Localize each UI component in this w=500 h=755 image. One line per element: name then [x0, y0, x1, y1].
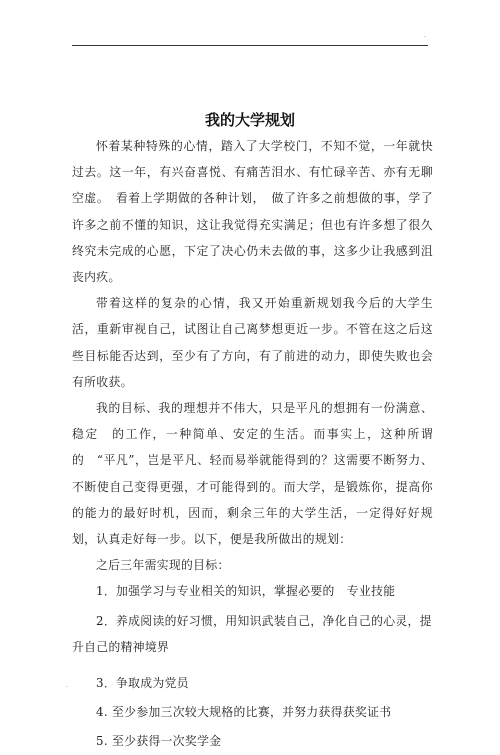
footer-mark: .: [66, 682, 68, 689]
page-title: 我的大学规划: [204, 111, 295, 129]
goal-item-4: 4. 至少参加三次较大规格的比赛，并努力获得获奖证书: [96, 705, 392, 720]
goal-item-2: 2．养成阅读的好习惯，用知识武装自己，净化自己的心灵，提升自己的精神境界: [72, 613, 432, 654]
document-body: [72, 133, 433, 755]
paragraph-goals-heading: 之后三年需实现的目标：: [96, 558, 230, 573]
header-rule: [72, 45, 428, 46]
paragraph-intro: 怀着某种特殊的心情，踏入了大学校门，不知不觉，一年就快过去。这一年，有兴奋喜悦、有痛苦泪水、有忙碌辛苦、亦有无聊空虚。 看着上学期做的各种计划， 做了许多之前想做的事，学了许多之前不懂的知识，这让我觉得充实满足；但也有许多想了很久终究未完成的心愿，下定了决心仍未去做的事，这多少让我感到沮丧内疚。: [72, 139, 433, 285]
paragraph-mindset: 带着这样的复杂的心情，我又开始重新规划我今后的大学生活，重新审视自己，试图让自己离梦想更近一步。不管在这之后这些目标能否达到，至少有了方向，有了前进的动力，即使失败也会有所收获。: [72, 296, 433, 389]
goal-item-5: 5. 至少获得一次奖学金: [96, 734, 222, 749]
header-mark: .: [424, 32, 426, 39]
goal-item-3: 3．争取成为党员: [96, 676, 189, 691]
goal-item-1: 1．加强学习与专业相关的知识，掌握必要的 专业技能: [96, 584, 396, 599]
paragraph-goals-intro: 我的目标、我的理想并不伟大，只是平凡的想拥有一份满意、稳定 的工作，一种简单、安定的生活。而事实上，这种所谓的 “平凡”，岂是平凡、轻而易举就能得到的？这需要不断努力、不断使自己变得更强，才可能得到的。而大学，是锻炼你，提高你的能力的最好时机，因而，剩余三年的大学生活，一定得好好规划，认真走好每一步。以下，便是我所做出的规划：: [72, 401, 433, 547]
